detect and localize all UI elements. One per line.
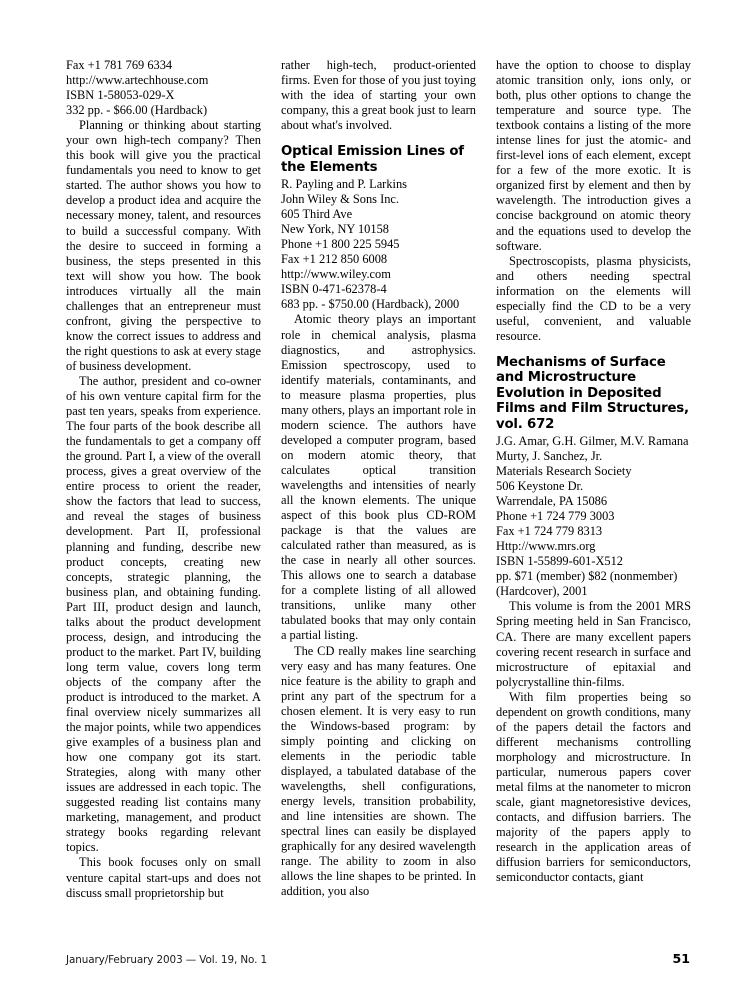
meta-line: 506 Keystone Dr. [496, 479, 584, 494]
paragraph: Planning or thinking about starting your own high-tech company? Then this book will give you the practical fundamentals you need to know to get started. The author shows you how to develop a product idea and acquire the necessary money, talent, and resources to build a successful company. With the desire to succeed in forming a business, the steps presented in this text will show you how. The book introduces virtually all the main challenges that an entrepreneur must confront, giving the perspective to know the correct issues to address and the right questions to ask at every stage of business development. [66, 118, 261, 373]
review-title-optical-emission-lines: Optical Emission Lines of the Elements [281, 144, 464, 175]
meta-line: 332 pp. - $66.00 (Hardback) [66, 103, 208, 118]
meta-line: 605 Third Ave [281, 207, 353, 222]
meta-line: ISBN 1-55899-601-X512 [496, 554, 623, 569]
book-meta-block-mrs [496, 434, 691, 600]
meta-line: http://www.artechhouse.com [66, 73, 209, 88]
book-meta-block-artech [66, 58, 261, 118]
meta-line: J.G. Amar, G.H. Gilmer, M.V. Ramana Murty, J. Sanchez, Jr. [496, 433, 689, 463]
meta-line: Warrendale, PA 15086 [496, 494, 608, 509]
paragraph: This volume is from the 2001 MRS Spring meeting held in San Francisco, CA. There are many excellent papers covering recent research in surface and microstructure of epitaxial and polycrystalline thin-films. [496, 599, 691, 689]
footer-page-number: 51 [672, 951, 690, 966]
meta-line: http://www.wiley.com [281, 267, 391, 282]
meta-line: ISBN 0-471-62378-4 [281, 282, 387, 297]
meta-line: Phone +1 724 779 3003 [496, 509, 615, 524]
meta-line: Phone +1 800 225 5945 [281, 237, 400, 252]
three-column-layout [66, 58, 690, 920]
meta-line: Materials Research Society [496, 464, 632, 479]
meta-line: Fax +1 781 769 6334 [66, 58, 173, 72]
column-3 [496, 58, 691, 920]
meta-line: Fax +1 724 779 8313 [496, 524, 603, 539]
paragraph: Spectroscopists, plasma physicists, and others needing spectral information on the elements will especially find the CD to be a very useful, convenient, and valuable resource. [496, 253, 691, 343]
meta-line: Http://www.mrs.org [496, 539, 596, 554]
meta-line: ISBN 1-58053-029-X [66, 88, 175, 103]
meta-line: New York, NY 10158 [281, 222, 389, 237]
column-2 [281, 58, 476, 920]
page-footer [66, 951, 690, 966]
paragraph: With film properties being so dependent on growth conditions, many of the papers detail the factors and different mechanisms controlling morphology and microstructure. In particular, numerous papers cover metal films at the nanometer to micron scale, giant magnetoresistive devices, contacts, and diffusion barriers. The majority of the papers apply to research in the application areas of diffusion barriers for semiconductors, semiconductor contacts, giant [496, 689, 691, 885]
paragraph-continued: rather high-tech, product-oriented firms. Even for those of you just toying with the idea of starting your own company, this a great book just to learn about what's involved. [281, 58, 476, 133]
review-title-mechanisms-of-surface: Mechanisms of Surface and Microstructure Evolution in Deposited Films and Film Structures, vol. 672 [496, 354, 689, 432]
paragraph: The CD really makes line searching very easy and has many features. One nice feature is the ability to graph and print any part of the spectrum for a chosen element. It is very easy to run the Windows-based program: by simply pointing and clicking on elements in the periodic table displayed, a tabulated database of the wavelengths, shell configurations, energy levels, transition probability, and line intensities are shown. The spectral lines can easily be displayed graphically for any desired wavelength range. The ability to zoom in also allows the line shapes to be printed. In addition, you also [281, 643, 476, 899]
paragraph: Atomic theory plays an important role in chemical analysis, plasma diagnostics, and astrophysics. Emission spectroscopy, used to identify materials, contaminants, and to measure plasma properties, plus many others, plays an important role in modern science. The authors have developed a computer program, based on modern atomic theory, that calculates optical transition wavelengths and intensities of nearly all the known elements. The unique aspect of this book plus CD-ROM package is that the values are calculated rather than measured, as is the case in nearly all other sources. This allows one to search a database for a complete listing of all allowed transitions, unlike many other tabulated books that may only contain a partial listing. [281, 312, 476, 643]
meta-line: R. Payling and P. Larkins [281, 177, 407, 192]
meta-line: John Wiley & Sons Inc. [281, 192, 400, 207]
footer-issue-label: January/February 2003 — Vol. 19, No. 1 [66, 954, 268, 966]
meta-line: Fax +1 212 850 6008 [281, 252, 388, 267]
paragraph-continued: have the option to choose to display atomic transition only, ions only, or both, plus other options to change the temperature and source type. The textbook contains a listing of the more intense lines for just the atomic- and first-level ions of each element, except for a few of the more exotic. It is organized first by element and then by wavelength. The introduction gives a concise background on atomic theory and the equations used to develop the software. [496, 58, 691, 253]
book-meta-block-wiley [281, 177, 476, 312]
paragraph: This book focuses only on small venture capital start-ups and does not discuss small proprietorship but [66, 855, 261, 900]
meta-line: pp. $71 (member) $82 (nonmember) (Hardcover), 2001 [496, 569, 678, 599]
paragraph: The author, president and co-owner of his own venture capital firm for the past ten years, speaks from experience. The four parts of the book describe all the fundamentals to get a company off the ground. Part I, a view of the overall process, gives a great overview of the entire process to orient the reader, show the factors that lead to success, and reveal the stages of business development. Part II, professional planning and funding, describe new product concepts, creating new concepts, strategic planning, the business plan, and obtaining funding. Part III, product design and launch, talks about the product development process, design, and introducing the product to the market. Part IV, building long term value, covers long term objects of the company after the product is introduced to the market. A final overview nicely summarizes all the major points, while two appendices give examples of a business plan and how one company got its start. Strategies, along with many other issues are addressed in each topic. The suggested reading list contains many marketing, management, and product strategy books regarding relevant topics. [66, 373, 261, 855]
column-1 [66, 58, 261, 920]
meta-line: 683 pp. - $750.00 (Hardback), 2000 [281, 297, 460, 312]
